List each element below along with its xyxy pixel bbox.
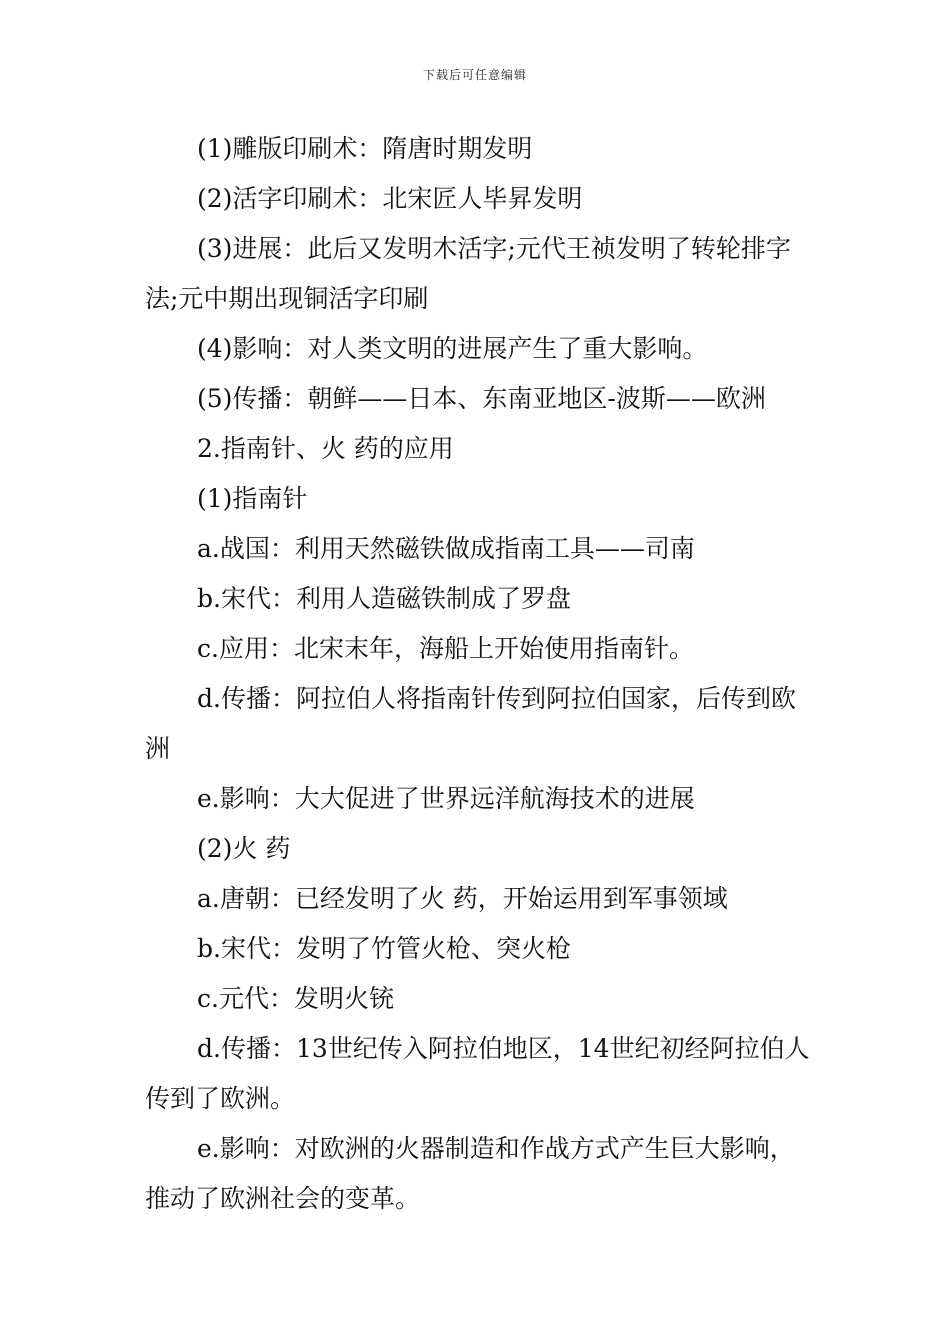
paragraph-gunpowder-spread: d.传播：13世纪传入阿拉伯地区，14世纪初经阿拉伯人传到了欧洲。	[145, 1034, 810, 1113]
paragraph-compass-song: b.宋代：利用人造磁铁制成了罗盘	[197, 584, 571, 613]
paragraph-compass-application: c.应用：北宋末年，海船上开始使用指南针。	[197, 634, 694, 663]
paragraph-printing-impact: (4)影响：对人类文明的进展产生了重大影响。	[197, 334, 708, 363]
paragraph-movable-type: (2)活字印刷术：北宋匠人毕昇发明	[197, 184, 583, 213]
paragraph-compass-warring-states: a.战国：利用天然磁铁做成指南工具——司南	[197, 534, 695, 563]
subheading-gunpowder: (2)火 药	[197, 834, 291, 863]
subheading-compass: (1)指南针	[197, 484, 308, 513]
paragraph-compass-impact: e.影响：大大促进了世界远洋航海技术的进展	[197, 784, 695, 813]
paragraph-woodblock-printing: (1)雕版印刷术：隋唐时期发明	[197, 134, 533, 163]
document-body	[145, 124, 815, 1224]
section-heading-compass-gunpowder: 2.指南针、火 药的应用	[197, 434, 454, 463]
paragraph-printing-spread: (5)传播：朝鲜——日本、东南亚地区-波斯——欧洲	[197, 384, 766, 413]
paragraph-compass-spread: d.传播：阿拉伯人将指南针传到阿拉伯国家，后传到欧洲	[145, 684, 796, 763]
paragraph-gunpowder-yuan: c.元代：发明火铳	[197, 984, 394, 1013]
paragraph-gunpowder-tang: a.唐朝：已经发明了火 药，开始运用到军事领域	[197, 884, 728, 913]
paragraph-gunpowder-impact: e.影响：对欧洲的火器制造和作战方式产生巨大影响，推动了欧洲社会的变革。	[145, 1134, 795, 1213]
page-header: 下载后可任意编辑	[422, 68, 527, 82]
paragraph-printing-development: (3)进展：此后又发明木活字;元代王祯发明了转轮排字法;元中期出现铜活字印刷	[145, 234, 791, 313]
paragraph-gunpowder-song: b.宋代：发明了竹管火枪、突火枪	[197, 934, 571, 963]
